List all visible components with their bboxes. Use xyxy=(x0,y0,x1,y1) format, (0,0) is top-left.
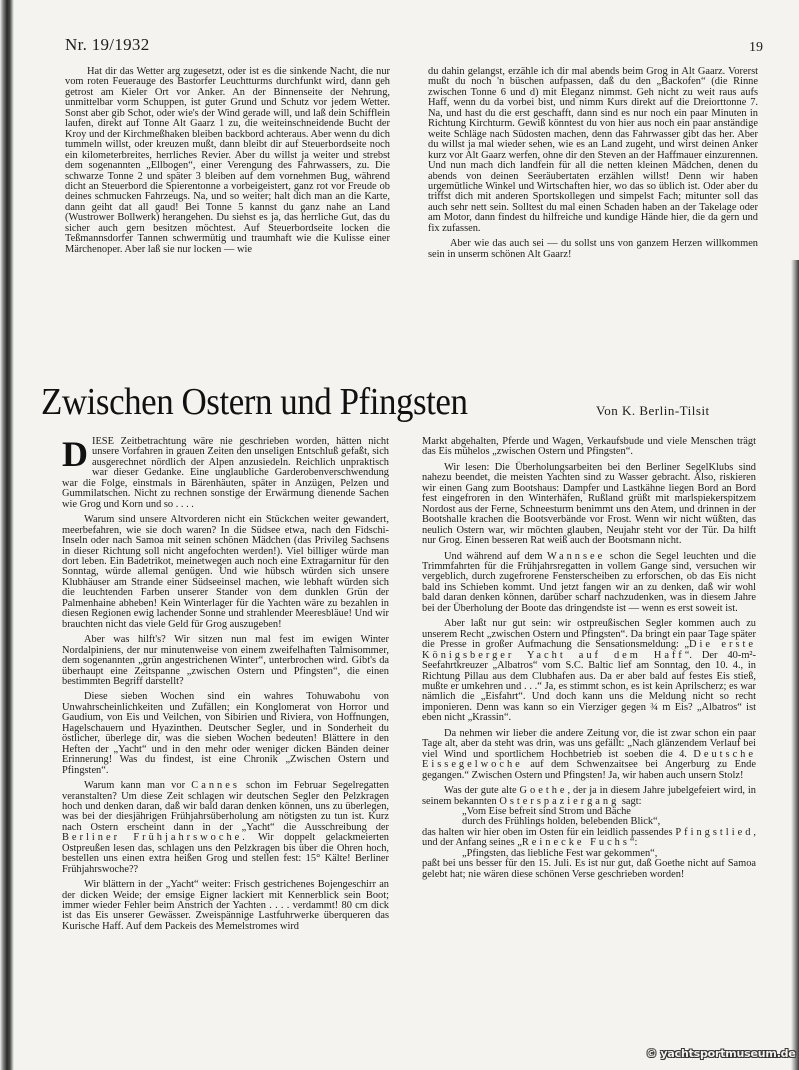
previous-article-left-column xyxy=(65,67,390,255)
paragraph: Und während auf dem Wannsee schon die Segel leuchten und die Trimmfahrten für die Frühjahrsregatten in vollem Gange sind, versuchen wir vergeblich, durch zugefrorene Fensterscheiben zu erforschen, ob das Eis nicht bald ins Schieben kommt. Und jetzt fangen wir an zu denken, daß wir wohl bald daran denken können, darüber scharf nachzudenken, was in diesem Jahre bei der Überholung der Boote das dringendste ist — wenn es erst soweit ist. xyxy=(422,550,756,614)
emphasis-berliner-fruehjahrswoche: Berliner Frühjahrswoche. xyxy=(62,832,248,844)
paragraph: Aber was hilft's? Wir sitzen nun mal fest im ewigen Winter Nordalpiniens, der nur minutenweise von einem zweifelhaften Talmisommer, dem sogenannten „grün angestrichenen Winter“, unterbrochen wird. Gibt's da überhaupt eine Zeitspanne „zwischen Ostern und Pfingsten“, die einen bestimmten Begriff darstellt? xyxy=(62,634,389,687)
paragraph: Wir blättern in der „Yacht“ weiter: Frisch gestrichenes Bojengeschirr an der dicken Weide; der emsige Eigner lackiert mit Kennerblick sein Boot; immer wieder Fehler beim Anstrich der Yachten . . . . verdammt! 80 cm dick ist das Eis unserer Gewässer. Zweispännige Lastfuhrwerke überqueren das Kurische Haff. Auf dem Packeis des Memelstromes wird xyxy=(62,879,389,932)
article-title: Zwischen Ostern und Pfingsten xyxy=(41,381,468,423)
emphasis-eissegelwoche: Deutsche Eissegelwoche xyxy=(422,748,756,771)
paragraph: du dahin gelangst, erzähle ich dir mal abends beim Grog in Alt Gaarz. Vorerst mußt du noch 'n büschen aufpassen, daß du den „Backofen“ (die Rinne zwischen Tonne 6 und d) mit Eleganz nimmst. Geh nicht zu weit raus aufs Haff, wenn du da vorbei bist, und nimm Kurs direkt auf die Dreiorttonne 7. Na, und hast du die erst geschafft, dann sind es nur noch ein paar Minuten in Richtung Kirchturm. Gewiß könntest du von hier aus noch ein paar anständige weite Schläge nach Südosten machen, denn das Fahrwasser gibt das her. Aber du willst ja mal wieder sehen, wie es an Land zugeht, und wirst deinen Anker kurz vor Alt Gaarz werfen, ohne dir den Steven an der Haffmauer einzurennen. Und nun mach dich landfein für all die netten kleinen Mädchen, denen du abends von deinen Seeräubertaten erzählen willst! Denn wir haben urgemütliche Winkel und Wirtschaften hier, wo das so üblich ist. Oder aber du triffst dich mit anderen Sportskollegen und simpelst Fach; mitunter soll das auch sehr nett sein. Solltest du mal einen Schaden haben an der Takelage oder am Motor, dann findest du hilfreiche und kundige Hände hier, die da gern und fix zufassen. xyxy=(428,66,758,234)
paragraph: Warum sind unsere Altvorderen nicht ein Stückchen weiter gewandert, meerbefahren, wie sie doch waren? In die Südsee etwa, nach den Fidschi-Inseln oder nach Samoa mit seinen schönen Mädchen (das Privileg Sachsens in dieser Richtung soll nicht angefochten werden!). Viel billiger würde man dort leben. Ein Badetrikot, meinetwegen auch noch eine Extragarnitur für den Sonntag, würde allemal genügen. Und wie hübsch würden sich unsere Klubhäuser am Strande einer Südseeinsel machen, wie lebhaft würden sich die leuchtenden Farben unserer Stander von dem dunklen Grün der Palmenhaine abheben! Kein Winterlager für die Yachten wäre zu bezahlen in diesen Regionen ewig lachender Sonne und strahlender Meeresbläue! Und wir brauchten nicht das viele Geld für Grog auszugeben! xyxy=(62,514,389,630)
drop-cap: D xyxy=(62,434,88,474)
previous-article-right-column xyxy=(428,67,758,260)
emphasis-cannes: Cannes xyxy=(191,780,240,792)
copyright-watermark: © yachtsportmuseum.de xyxy=(646,1047,796,1060)
article-left-column xyxy=(62,434,389,932)
paragraph: Diese sieben Wochen sind ein wahres Tohuwabohu von Unwahrscheinlichkeiten und Zufällen; ein Konglomerat von Horror und Gaudium, von Eis und Veilchen, von Sibirien und Riviera, von Hoffnungen, Hagelschauern und Hyazinthen. Deutscher Segler, und in Sonderheit du östlicher, überlege dir, was die sieben Wochen bedeuten! Blättere in den Heften der „Yacht“ und in den mehr oder weniger dicken Bänden deiner Erinnerung! Was du findest, ist eine Chronik „Zwischen Ostern und Pfingsten“. xyxy=(62,691,389,776)
paragraph: Markt abgehalten, Pferde und Wagen, Verkaufsbude und viele Menschen trägt das Eis mühelos „zwischen Ostern und Pfingsten“. xyxy=(422,436,756,458)
paragraph: Aber wie das auch sei — du sollst uns von ganzem Herzen willkommen sein in unserm schönen Alt Gaarz! xyxy=(428,238,758,260)
emphasis-news-headline: Die erste Königsberger Yacht auf dem Haff xyxy=(422,639,756,661)
paragraph: Warum kann man vor Cannes schon im Februar Segelregatten veranstalten? Um diese Zeit schlagen wir deutschen Segler den Pelzkragen hoch und denken daran, daß wir bald daran denken können, uns zu überlegen, was bei der diesjährigen Frühjahrsüberholung am nötigsten zu tun ist. Kurz nach Ostern erscheint dann in der „Yacht“ die Ausschreibung der Berliner Frühjahrswoche. Wir doppelt gelackmeierten Ostpreußen lesen das, schlagen uns den Pelzkragen bis über die Ohren hoch, bestellen uns einen extra heißen Grog und stellen fest: 15° Kälte! Berliner Frühjahrswoche?? xyxy=(62,780,389,875)
emphasis-pfingstlied: Pfingstlied xyxy=(675,826,754,838)
paragraph: Aber laßt nur gut sein: wir ostpreußischen Segler kommen auch zu unserem Recht „zwischen Ostern und Pfingsten“. Da bringt ein paar Tage später die Presse in großer Aufmachung die Sensationsmeldung: „Die erste Königsberger Yacht auf dem Haff“. Der 40-m²-Seefahrtkreuzer „Albatros“ vom S.C. Baltic lief am Sonntag, den 10. 4., in Richtung Pillau aus dem Clubhafen aus. Da er aber bald auf festes Eis stieß, mußte er umkehren und . . .“ Ja, es stimmt schon, es ist kein Aprilscherz; es war nämlich die „Eisfahrt“. Und doch kann uns die Meldung nicht so recht imponieren. Denn was kann so ein Vierziger gegen ¾ m Eis? „Albatros“ ist eben nicht „Krassin“. xyxy=(422,618,756,724)
verse-line: „Pfingsten, das liebliche Fest war gekommen“, xyxy=(462,847,658,859)
emphasis-reinecke-fuchs: Reinecke Fuchs xyxy=(521,837,630,849)
verse-line: „Vom Eise befreit sind Strom und Bäche xyxy=(462,805,631,817)
emphasis-goethe: Goethe xyxy=(519,785,568,797)
article-right-column xyxy=(422,437,756,880)
page-number: 19 xyxy=(749,40,763,55)
article-byline: Von K. Berlin-Tilsit xyxy=(596,403,710,418)
verse-line: durch des Frühlings holden, belebenden Blick“, xyxy=(462,816,661,828)
emphasis-osterspaziergang: Osterspaziergang xyxy=(499,795,620,807)
paragraph: Hat dir das Wetter arg zugesetzt, oder ist es die sinkende Nacht, die nur vom roten Feuerauge des Bastorfer Leuchtturms durchfunkt wird, dann geh getrost am Kieler Ort vor Anker. An der Binnenseite der Nehrung, unmittelbar vorm Schuppen, ist guter Grund und Schutz vor jedem Wetter. Sonst aber gib Schot, oder wie's der Wind gerade will, und laß dein Schifflein laufen, direkt auf Tonne Alt Gaarz 1 zu, die weiteinschneidende Bucht der Kroy und der Kirchmeßhaken bleiben backbord achteraus. Aber wenn du dich tummeln willst, oder kreuzen mußt, dann bleibt dir auf Steuerbordseite noch ein kilometerbreites, herrliches Revier. Aber du willst ja weiter und strebst dem sogenannten „Ellbogen“, einer Verengung des Fahrwassers, zu. Die schwarze Tonne 2 und später 3 bleiben auf dem vornehmen Bug, während dicht an Steuerbord die Spierentonne a vorbeigeistert, ganz rot vor Freude ob deines schmucken Fahrzeugs. Na, und so weiter; halt dich man an die Karte, dann geiht dat all gaud! Bei Tonne 5 kannst du ganz nahe an Land (Wustrower Bollwerk) herangehen. Du siehst es ja, das herrliche Gut, das du sicher auch gern besitzen möchtest. Auf Steuerbordseite locken die Teßmannsdorfer Tannen schwermütig und traumhaft wie die Kulisse einer Märchenoper. Aber laß sie nur locken — wie xyxy=(65,66,390,255)
emphasis-wannsee: Wannsee xyxy=(547,550,606,562)
paragraph-intro: DIESE Zeitbetrachtung wäre nie geschrieben worden, hätten nicht unsere Vorfahren in grauen Zeiten den unseligen Entschluß gefaßt, sich ausgerechnet nördlich der Alpen anzusiedeln. Reichlich unpraktisch war dieser Gedanke. Eine unglaubliche Garderobenverschwendung war die Folge, einstmals in Bärenhäuten, später in Anzügen, Pelzen und Gummilatschen. Nicht zu rechnen sonstige der Erwärmung dienende Sachen wie Grog und Korn und so . . . . xyxy=(62,434,389,510)
page-binding-shadow-left xyxy=(0,0,14,1070)
paragraph: Da nehmen wir lieber die andere Zeitung vor, die ist zwar schon ein paar Tage alt, aber da steht was drin, was uns gefällt: „Nach glänzendem Verlauf bei viel Wind und sportlichem Hochbetrieb ist soeben die 4. Deutsche Eissegelwoche auf dem Schwenzaitsee bei Angerburg zu Ende gegangen.“ Zwischen Ostern und Pfingsten! Ja, wir haben auch unsern Stolz! xyxy=(422,727,756,781)
paragraph: Wir lesen: Die Überholungsarbeiten bei den Berliner SegelKlubs sind nahezu beendet, die meisten Yachten sind zu Wasser gebracht. Also, riskieren wir einen Gang zum Bootshaus: Dampfer und Lastkähne liegen Bord an Bord fest eingefroren in den Winterhäfen, Rußland grüßt mit marlspiekerspitzem Nordost aus der Ferne, Schneesturm benimmt uns den Atem, und drinnen in der Bootshalle krachen die Bootsverbände vor Frost. Wenn wir nicht wüßten, das neulich Ostern war, wir möchten glauben, Neujahr steht vor der Tür. Da hilft nur Grog. Einen besseren Rat weiß auch der Bootsmann nicht. xyxy=(422,461,756,547)
issue-number: Nr. 19/1932 xyxy=(65,35,150,54)
page-binding-shadow-right xyxy=(791,260,799,1070)
paragraph: Was der gute alte Goethe, der ja in diesem Jahre jubelgefeiert wird, in seinem bekannten Osterspaziergang sagt: „Vom Eise befreit sind Strom und Bäche durch des Frühlings holden, belebenden Blick“, das halten wir hier oben im Osten für ein leidlich passendes Pfingstlied, und der Anfang seines „Reinecke Fuchs“: „Pfingsten, das liebliche Fest war gekommen“, paßt bei uns besser für den 15. Juli. Es ist nur gut, daß Goethe nicht auf Samoa gelebt hat; nie wären diese schönen Verse geschrieben worden! xyxy=(422,785,756,880)
